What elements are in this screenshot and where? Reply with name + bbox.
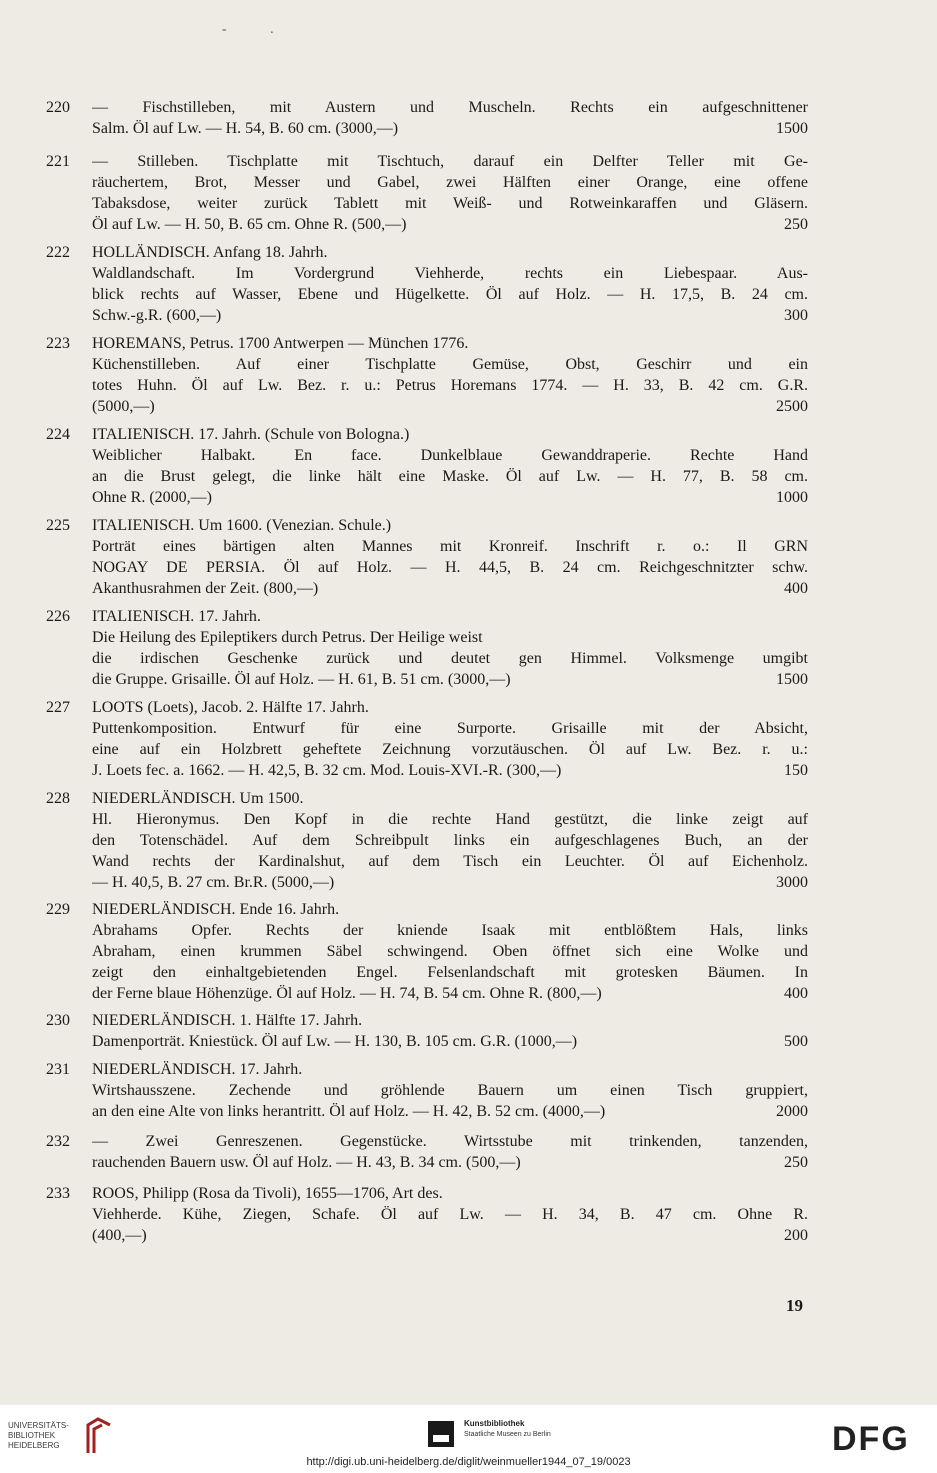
lot-line: an die Brust gelegt, die linke hält eine Maske. Öl auf Lw. — H. 77, B. 58 cm. (92, 468, 808, 485)
lot-line: NOGAY DE PERSIA. Öl auf Holz. — H. 44,5, B. 24 cm. Reichgeschnitzter schw. (92, 559, 808, 576)
lot-line-text: (400,—) (92, 1227, 147, 1244)
lot-number: 229 (46, 901, 70, 918)
lot-line: ITALIENISCH. Um 1600. (Venezian. Schule.) (92, 517, 392, 534)
lot-line-text: die Gruppe. Grisaille. Öl auf Holz. — H. 61, B. 51 cm. (3000,—) (92, 671, 511, 688)
kunstbibliothek-title: Kunstbibliothek (464, 1419, 525, 1428)
lot-line: totes Huhn. Öl auf Lw. Bez. r. u.: Petrus Horemans 1774. — H. 33, B. 42 cm. G.R. (92, 377, 808, 394)
lot-line: NIEDERLÄNDISCH. 1. Hälfte 17. Jahrh. (92, 1012, 363, 1029)
lot-price: 400 (784, 985, 808, 1002)
lot-line: — Zwei Genreszenen. Gegenstücke. Wirtsstube mit trinkenden, tanzenden, (92, 1133, 808, 1150)
lot-price: 1000 (776, 489, 808, 506)
lot-line: ITALIENISCH. 17. Jahrh. (Schule von Bologna.) (92, 426, 410, 443)
lot-line: blick rechts auf Wasser, Ebene und Hügelkette. Öl auf Holz. — H. 17,5, B. 24 cm. (92, 286, 808, 303)
lot-number: 228 (46, 790, 70, 807)
lot-line-text: rauchenden Bauern usw. Öl auf Holz. — H. 43, B. 34 cm. (500,—) (92, 1154, 521, 1171)
lot-line: Porträt eines bärtigen alten Mannes mit Kronreif. Inschrift r. o.: Il GRN (92, 538, 808, 555)
lot-description (92, 424, 808, 508)
dfg-logo[interactable] (832, 1419, 924, 1459)
lot-line-text: Damenporträt. Kniestück. Öl auf Lw. — H. 130, B. 105 cm. G.R. (1000,—) (92, 1033, 578, 1050)
lot-number: 220 (46, 99, 70, 116)
lot-line-text: Akanthusrahmen der Zeit. (800,—) (92, 580, 319, 597)
lot-line: Hl. Hieronymus. Den Kopf in die rechte Hand gestützt, die linke zeigt auf (92, 811, 808, 828)
lot-line: den Totenschädel. Auf dem Schreibpult links ein aufgeschlagenes Buch, an der (92, 832, 808, 849)
lot-description (92, 606, 808, 690)
lot-line: NIEDERLÄNDISCH. Um 1500. (92, 790, 304, 807)
lot-line: ROOS, Philipp (Rosa da Tivoli), 1655—1706, Art des. (92, 1185, 443, 1202)
header-marks: - . (222, 22, 294, 37)
lot-line-with-price (92, 1152, 808, 1173)
lot-line-text: Ohne R. (2000,—) (92, 489, 212, 506)
lot-line-with-price (92, 578, 808, 599)
lot-description (92, 97, 808, 139)
lot-line: Wand rechts der Kardinalshut, auf dem Tisch ein Leuchter. Öl auf Eichenholz. (92, 853, 808, 870)
lot-price: 500 (784, 1033, 808, 1050)
lot-price: 2000 (776, 1103, 808, 1120)
lot-number: 231 (46, 1061, 70, 1078)
lot-line-with-price (92, 118, 808, 139)
lot-line-text: (5000,—) (92, 398, 155, 415)
lot-number: 221 (46, 153, 70, 170)
lot-number: 232 (46, 1133, 70, 1150)
lot-line: — Fischstilleben, mit Austern und Muscheln. Rechts ein aufgeschnittener (92, 99, 808, 116)
lot-number: 227 (46, 699, 70, 716)
ub-heidelberg-icon (84, 1417, 114, 1455)
lot-line-with-price (92, 1225, 808, 1246)
lot-line: die irdischen Geschenke zurück und deutet gen Himmel. Volksmenge umgibt (92, 650, 808, 667)
lot-description (92, 1059, 808, 1122)
ub-heidelberg-logo[interactable] (8, 1415, 118, 1459)
lot-line: Die Heilung des Epileptikers durch Petrus. Der Heilige weist (92, 629, 483, 646)
lot-line-with-price (92, 487, 808, 508)
lot-number: 233 (46, 1185, 70, 1202)
lot-line-with-price (92, 669, 808, 690)
lot-line: Abraham, einen krummen Säbel schwingend. Oben öffnet sich eine Wolke und (92, 943, 808, 960)
lot-line: eine auf ein Holzbrett geheftete Zeichnung vorzutäuschen. Öl auf Lw. Bez. r. u.: (92, 741, 808, 758)
lot-description (92, 899, 808, 1004)
lot-number: 226 (46, 608, 70, 625)
page-number: 19 (786, 1296, 803, 1315)
lot-line: ITALIENISCH. 17. Jahrh. (92, 608, 261, 625)
lot-number: 225 (46, 517, 70, 534)
lot-number: 222 (46, 244, 70, 261)
lot-number: 224 (46, 426, 70, 443)
lot-line: NIEDERLÄNDISCH. 17. Jahrh. (92, 1061, 303, 1078)
lot-line-text: der Ferne blaue Höhenzüge. Öl auf Holz. — H. 74, B. 54 cm. Ohne R. (800,—) (92, 985, 602, 1002)
lot-price: 250 (784, 216, 808, 233)
lot-line-with-price (92, 760, 808, 781)
lot-line: Waldlandschaft. Im Vordergrund Viehherde, rechts ein Liebespaar. Aus- (92, 265, 808, 282)
lot-line-with-price (92, 214, 808, 235)
lot-line-text: J. Loets fec. a. 1662. — H. 42,5, B. 32 cm. Mod. Louis-XVI.-R. (300,—) (92, 762, 562, 779)
lot-description (92, 151, 808, 235)
lot-price: 400 (784, 580, 808, 597)
lot-line-text: Salm. Öl auf Lw. — H. 54, B. 60 cm. (3000,—) (92, 120, 399, 137)
lot-line: Weiblicher Halbakt. En face. Dunkelblaue Gewanddraperie. Rechte Hand (92, 447, 808, 464)
kunstbibliothek-subtitle: Staatliche Museen zu Berlin (464, 1431, 551, 1438)
lot-description (92, 1183, 808, 1246)
lot-line-text: — H. 40,5, B. 27 cm. Br.R. (5000,—) (92, 874, 335, 891)
lot-line: HOLLÄNDISCH. Anfang 18. Jahrh. (92, 244, 328, 261)
source-url[interactable]: http://digi.ub.uni-heidelberg.de/diglit/weinmueller1944_07_19/0023 (306, 1456, 631, 1468)
lot-line: LOOTS (Loets), Jacob. 2. Hälfte 17. Jahrh. (92, 699, 369, 716)
kunstbibliothek-icon (428, 1421, 454, 1447)
lot-price: 200 (784, 1227, 808, 1244)
lot-line-with-price (92, 983, 808, 1004)
lot-description (92, 1010, 808, 1052)
lot-line: zeigt den einhaltgebietenden Engel. Felsenlandschaft mit grotesken Bäumen. In (92, 964, 808, 981)
dfg-logo-text: DFG (832, 1420, 910, 1458)
lot-description (92, 242, 808, 326)
lot-line-text: an den eine Alte von links herantritt. Öl auf Holz. — H. 42, B. 52 cm. (4000,—) (92, 1103, 606, 1120)
lot-line: Abrahams Opfer. Rechts der kniende Isaak mit entblößtem Hals, links (92, 922, 808, 939)
lot-description (92, 1131, 808, 1173)
lot-number: 230 (46, 1012, 70, 1029)
lot-price: 1500 (776, 671, 808, 688)
lot-line-text: Schw.-g.R. (600,—) (92, 307, 222, 324)
lot-description (92, 333, 808, 417)
lot-price: 250 (784, 1154, 808, 1171)
lot-line: NIEDERLÄNDISCH. Ende 16. Jahrh. (92, 901, 340, 918)
lot-line-with-price (92, 872, 808, 893)
lot-price: 150 (784, 762, 808, 779)
lot-description (92, 697, 808, 781)
lot-description (92, 788, 808, 893)
lot-price: 300 (784, 307, 808, 324)
lot-price: 1500 (776, 120, 808, 137)
lot-line: Wirtshausszene. Zechende und gröhlende Bauern um einen Tisch gruppiert, (92, 1082, 808, 1099)
lot-price: 3000 (776, 874, 808, 891)
lot-line-with-price (92, 1031, 808, 1052)
lot-line: HOREMANS, Petrus. 1700 Antwerpen — München 1776. (92, 335, 469, 352)
lot-line: räuchertem, Brot, Messer und Gabel, zwei Hälften einer Orange, eine offene (92, 174, 808, 191)
lot-line: — Stilleben. Tischplatte mit Tischtuch, darauf ein Delfter Teller mit Ge- (92, 153, 808, 170)
kunstbibliothek-logo[interactable] (428, 1417, 558, 1451)
lot-line-with-price (92, 396, 808, 417)
lot-description (92, 515, 808, 599)
lot-line: Puttenkomposition. Entwurf für eine Surporte. Grisaille mit der Absicht, (92, 720, 808, 737)
lot-line: Viehherde. Kühe, Ziegen, Schafe. Öl auf Lw. — H. 34, B. 47 cm. Ohne R. (92, 1206, 808, 1223)
lot-line: Küchenstilleben. Auf einer Tischplatte Gemüse, Obst, Geschirr und ein (92, 356, 808, 373)
lot-line-with-price (92, 305, 808, 326)
ub-heidelberg-name: UNIVERSITÄTS- BIBLIOTHEK HEIDELBERG (8, 1421, 69, 1450)
lot-price: 2500 (776, 398, 808, 415)
lot-line: Tabaksdose, weiter zurück Tablett mit Weiß- und Rotweinkaraffen und Gläsern. (92, 195, 808, 212)
lot-line-with-price (92, 1101, 808, 1122)
lot-line-text: Öl auf Lw. — H. 50, B. 65 cm. Ohne R. (500,—) (92, 216, 407, 233)
lot-number: 223 (46, 335, 70, 352)
